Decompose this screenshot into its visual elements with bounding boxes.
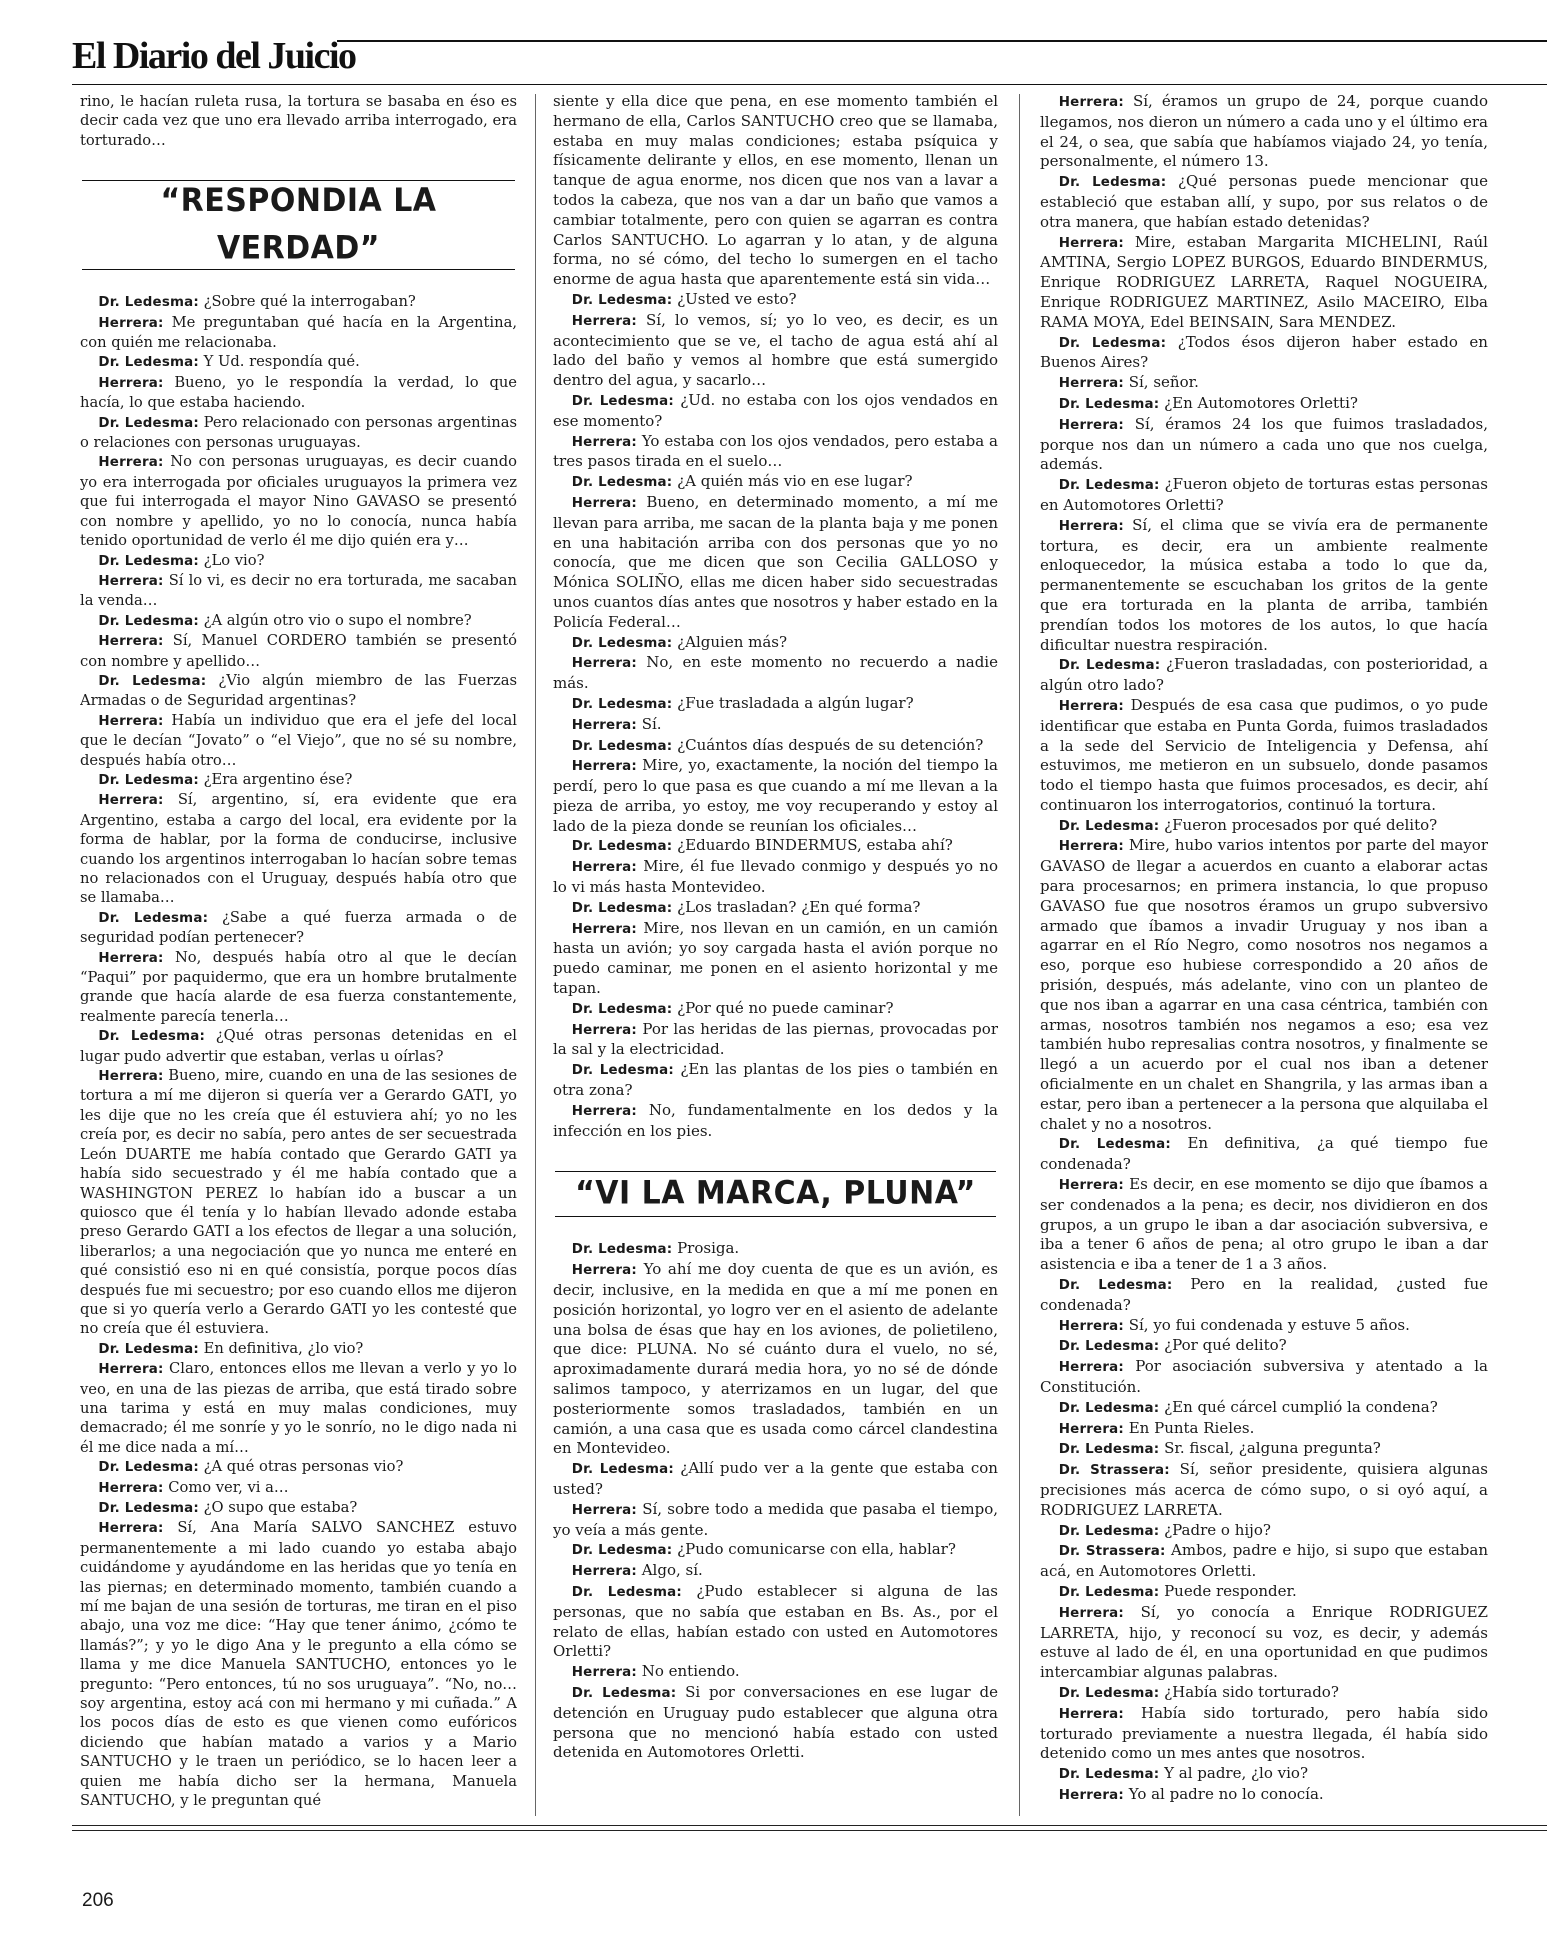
speaker-label: Dr. Ledesma: bbox=[1058, 1685, 1160, 1701]
paragraph-text: Es decir, en ese momento se dijo que íbamos a ser condenados a la pena; es decir, nos dividieron en dos grupos, a un grupo le iban a dar asociación subversiva, e iba a tener 6 años de pena; al otro grupo le iban a dar asistencia e iba a tener de 1 a 3 años. bbox=[1040, 1175, 1488, 1274]
column-divider bbox=[535, 94, 536, 1816]
transcript-paragraph bbox=[553, 1662, 998, 1683]
speaker-label: Dr. Ledesma: bbox=[98, 1029, 206, 1045]
paragraph-text: ¿En Automotores Orletti? bbox=[1164, 393, 1358, 412]
speaker-label: Dr. Ledesma: bbox=[98, 613, 199, 629]
heading-text: “RESPONDIA LA VERDAD” bbox=[160, 182, 437, 268]
speaker-label: Herrera: bbox=[571, 1103, 637, 1119]
speaker-label: Herrera: bbox=[98, 315, 164, 331]
paragraph-text: Sí, Ana María SALVO SANCHEZ estuvo permanentemente a mi lado cuando yo estaba abajo cuidándome y ayudándome en las heridas que yo tenía en las piernas; en determinado momento, también cuando a mí me bajan de una sesión de torturas, me tiran en el piso abajo, una voz me dice: “Hay que tener ánimo, ¿cómo te llamás?”; y yo le digo Ana y le pregunto a ella cómo se llama y me dice Manuela SANTUCHO, entonces yo le pregunto: “Pero entonces, tú no sos uruguaya”. “No, no… soy argentina, estoy acá con mi hermano y mi cuñada.” A los pocos días de esto es que vienen como eufóricos diciendo que habían matado a varios y a Mario SANTUCHO y le traen un periódico, se lo hacen leer a quien me había dicho ser la hermana, Manuela SANTUCHO, y le preguntan qué bbox=[80, 1519, 517, 1810]
paragraph-text: Si por conversaciones en ese lugar de detención en Uruguay pudo establecer que alguna otra persona que no mencionó había estado con usted detenida en Automotores Orletti. bbox=[553, 1682, 998, 1762]
speaker-label: Dr. Ledesma: bbox=[1058, 1400, 1160, 1416]
speaker-label: Herrera: bbox=[1058, 1605, 1124, 1621]
speaker-label: Herrera: bbox=[1058, 417, 1124, 433]
transcript-paragraph bbox=[1040, 333, 1488, 374]
paragraph-text: Pero en la realidad, ¿usted fue condenada? bbox=[1040, 1275, 1488, 1314]
transcript-paragraph bbox=[80, 611, 517, 631]
speaker-label: Dr. Ledesma: bbox=[1058, 658, 1161, 674]
speaker-label: Herrera: bbox=[1058, 1421, 1124, 1437]
paragraph-text: No con personas uruguayas, es decir cuando yo era interrogada por oficiales uruguayos la primera vez que fui interrogada el mayor Nino GAVASO se presentó con nombre y apellido, yo no lo conocía, nunca había tenido oportunidad de verlo él me dijo quién era y… bbox=[80, 453, 517, 550]
speaker-label: Herrera: bbox=[98, 455, 164, 471]
transcript-paragraph bbox=[80, 292, 517, 312]
transcript-paragraph bbox=[80, 1518, 517, 1810]
transcript-paragraph bbox=[553, 836, 998, 857]
speaker-label: Dr. Ledesma: bbox=[98, 1460, 199, 1476]
transcript-paragraph bbox=[1040, 1460, 1488, 1520]
paragraph-text: Sr. fiscal, ¿alguna pregunta? bbox=[1164, 1439, 1381, 1458]
speaker-label: Herrera: bbox=[571, 1022, 637, 1038]
paragraph-text: ¿Fueron trasladadas, con posterioridad, a algún otro lado? bbox=[1040, 655, 1488, 695]
speaker-label: Dr. Ledesma: bbox=[571, 1462, 674, 1478]
column-divider bbox=[1019, 94, 1020, 1816]
transcript-paragraph bbox=[1040, 475, 1488, 516]
transcript-paragraph bbox=[1040, 1785, 1488, 1806]
transcript-paragraph bbox=[1040, 1336, 1488, 1357]
paragraph-text: siente y ella dice que pena, en ese momento también el hermano de ella, Carlos SANTUCHO creo que se llamaba, estaba en muy malas condiciones; estaba psíquica y físicamente delirante y ellos, en ese momento, llenan un tanque de agua enorme, nos dicen que nos van a lavar a todos la cabeza, que nos van a dar un baño que vamos a cambiar totalmente, pero con quien se agarran es contra Carlos SANTUCHO. Lo agarran y lo atan, y de alguna forma, no sé cómo, del techo lo sumergen en el tacho enorme de agua hasta que aparentemente está sin vida… bbox=[553, 92, 998, 289]
paragraph-text: Mire, nos llevan en un camión, en un camión hasta un avión; yo soy cargada hasta el avión porque no puedo caminar, me ponen en el asiento horizontal y me tapan. bbox=[553, 918, 998, 998]
masthead-bottom-rule bbox=[72, 84, 1547, 85]
transcript-paragraph bbox=[553, 1459, 998, 1500]
speaker-label: Dr. Ledesma: bbox=[1058, 335, 1167, 351]
speaker-label: Dr. Ledesma: bbox=[98, 415, 199, 431]
speaker-label: Dr. Ledesma: bbox=[571, 1063, 674, 1079]
paragraph-text: Sí, el clima que se vivía era de permanente tortura, es decir, era un ambiente realmente enloquecedor, la música estaba a todo lo que da, permanentemente se escuchaban los gritos de la gente que era torturada en la planta de arriba, también prendían todos los motores de los autos, lo que hacía dificultar nuestra respiración. bbox=[1040, 515, 1488, 654]
paragraph-text: ¿Usted ve esto? bbox=[677, 289, 797, 308]
paragraph-text: Algo, sí. bbox=[641, 1561, 703, 1580]
speaker-label: Dr. Ledesma: bbox=[571, 1242, 673, 1258]
transcript-paragraph bbox=[80, 413, 517, 453]
paragraph-text: No, en este momento no recuerdo a nadie más. bbox=[553, 653, 998, 693]
paragraph-text: Sí, señor presidente, quisiera algunas precisiones más acerca de cómo supo, o si oyó aquí, a RODRIGUEZ LARRETA. bbox=[1040, 1460, 1488, 1519]
section-heading bbox=[553, 1171, 998, 1217]
paragraph-text: Mire, él fue llevado conmigo y después yo no lo vi más hasta Montevideo. bbox=[553, 857, 998, 897]
paragraph-text: No, fundamentalmente en los dedos y la infección en los pies. bbox=[553, 1100, 998, 1140]
speaker-label: Dr. Ledesma: bbox=[1058, 1137, 1171, 1153]
paragraph-text: Mire, hubo varios intentos por parte del mayor GAVASO de llegar a acuerdos en cuanto a elaborar actas para procesarnos; en primera instancia, lo que propuso GAVASO fue que nosotros éramos un grupo subversivo armado que íbamos a invadir Uruguay y nos iban a agarrar en el Río Negro, como nosotros nos negamos a eso, porque eso hubiese correspondido a 20 años de prisión, después, más adelante, vino con un planteo de que nos iban a agarrar en una casa céntrica, también con armas, nosotros también nos negamos a eso; esa vez también hubo represalias contra nosotros, y finalmente se llegó a un acuerdo por el cual nos iban a detener oficialmente en un chalet en Shangrila, y las armas iban a estar, pero iban a pertenecer a la persona que alquilaba el chalet y no a nosotros. bbox=[1040, 836, 1488, 1133]
transcript-paragraph bbox=[553, 633, 998, 654]
speaker-label: Dr. Ledesma: bbox=[571, 1584, 682, 1600]
transcript-paragraph bbox=[1040, 1134, 1488, 1175]
transcript-paragraph bbox=[1040, 1419, 1488, 1440]
transcript-paragraph bbox=[1040, 1175, 1488, 1275]
transcript-paragraph bbox=[80, 1498, 517, 1518]
paragraph-text: Sí, éramos 24 los que fuimos trasladados, porque nos dan un número a cada uno que nos cuelga, además. bbox=[1040, 414, 1488, 474]
transcript-paragraph bbox=[80, 770, 517, 790]
speaker-label: Herrera: bbox=[571, 1665, 637, 1681]
transcript-paragraph bbox=[553, 919, 998, 999]
speaker-label: Dr. Ledesma: bbox=[98, 673, 207, 689]
transcript-paragraph bbox=[553, 1020, 998, 1061]
transcript-paragraph bbox=[553, 1683, 998, 1763]
speaker-label: Herrera: bbox=[571, 656, 637, 672]
transcript-paragraph bbox=[553, 493, 998, 633]
speaker-label: Dr. Ledesma: bbox=[1058, 478, 1160, 494]
speaker-label: Herrera: bbox=[571, 1564, 637, 1580]
speaker-label: Herrera: bbox=[1058, 1178, 1124, 1194]
paragraph-text: ¿Vio algún miembro de las Fuerzas Armadas o de Seguridad argentinas? bbox=[80, 671, 517, 710]
transcript-paragraph bbox=[80, 671, 517, 711]
transcript-paragraph bbox=[1040, 1704, 1488, 1764]
paragraph-text: Sí, señor. bbox=[1128, 373, 1199, 392]
text-column-1 bbox=[80, 92, 517, 1817]
transcript-paragraph bbox=[1040, 1582, 1488, 1603]
paragraph-text: Y Ud. respondía qué. bbox=[203, 353, 360, 371]
paragraph-text: ¿A quién más vio en ese lugar? bbox=[677, 472, 913, 491]
paragraph-text: En definitiva, ¿a qué tiempo fue condenada? bbox=[1040, 1134, 1488, 1174]
text-column-3 bbox=[1040, 92, 1488, 1817]
masthead bbox=[72, 30, 1547, 90]
speaker-label: Herrera: bbox=[98, 573, 164, 589]
transcript-paragraph bbox=[553, 1260, 998, 1459]
speaker-label: Dr. Ledesma: bbox=[98, 553, 199, 569]
transcript-paragraph bbox=[553, 1540, 998, 1561]
transcript-paragraph bbox=[553, 1101, 998, 1142]
speaker-label: Dr. Ledesma: bbox=[571, 475, 673, 491]
paragraph-text: Me preguntaban qué hacía en la Argentina, con quién me relacionaba. bbox=[80, 313, 517, 352]
speaker-label: Dr. Ledesma: bbox=[571, 900, 673, 916]
paragraph-text: Mire, estaban Margarita MICHELINI, Raúl AMTINA, Sergio LOPEZ BURGOS, Eduardo BINDERMUS, Enrique RODRIGUEZ LARRETA, Raquel NOGUEIRA, Enrique RODRIGUEZ MARTINEZ, Asilo MACEIRO, Elba RAMA MOYA, Edel BEINSAIN, Sara MENDEZ. bbox=[1040, 232, 1488, 331]
paragraph-text: Por asociación subversiva y atentado a la Constitución. bbox=[1040, 1357, 1488, 1396]
paragraph-text: ¿En las plantas de los pies o también en otra zona? bbox=[553, 1060, 998, 1100]
transcript-paragraph bbox=[80, 1457, 517, 1477]
paragraph-text: Sí. bbox=[641, 714, 662, 733]
speaker-label: Dr. Ledesma: bbox=[1058, 1767, 1160, 1783]
transcript-paragraph bbox=[553, 290, 998, 311]
speaker-label: Herrera: bbox=[571, 921, 637, 937]
paragraph-text: Mire, yo, exactamente, la noción del tiempo la perdí, pero lo que pasa es que cuando a mí me llevan a la pieza de arriba, yo estoy, me voy recuperando y estoy al lado de la pieza donde se reunían los oficiales… bbox=[553, 756, 998, 835]
paragraph-text: ¿Por qué delito? bbox=[1164, 1336, 1287, 1355]
paragraph-text: Sí, sobre todo a medida que pasaba el tiempo, yo veía a más gente. bbox=[553, 1499, 998, 1539]
speaker-label: Herrera: bbox=[1058, 839, 1124, 855]
transcript-paragraph bbox=[80, 711, 517, 770]
transcript-paragraph bbox=[553, 715, 998, 736]
paragraph-text: ¿Sobre qué la interrogaban? bbox=[203, 293, 416, 311]
speaker-label: Dr. Ledesma: bbox=[1058, 1339, 1160, 1355]
transcript-paragraph bbox=[553, 857, 998, 898]
transcript-paragraph bbox=[80, 373, 517, 413]
transcript-paragraph bbox=[1040, 1398, 1488, 1419]
paragraph-text: Yo estaba con los ojos vendados, pero estaba a tres pasos tirada en el suelo… bbox=[553, 431, 998, 471]
speaker-label: Herrera: bbox=[571, 313, 637, 329]
transcript-paragraph bbox=[553, 1561, 998, 1582]
transcript-paragraph bbox=[80, 1478, 517, 1498]
transcript-paragraph bbox=[1040, 1683, 1488, 1704]
transcript-paragraph bbox=[80, 948, 517, 1027]
speaker-label: Herrera: bbox=[98, 793, 164, 809]
speaker-label: Dr. Ledesma: bbox=[571, 393, 674, 409]
speaker-label: Herrera: bbox=[1058, 1706, 1124, 1722]
paragraph-text: ¿Los trasladan? ¿En qué forma? bbox=[677, 897, 921, 916]
transcript-paragraph bbox=[553, 1582, 998, 1662]
speaker-label: Dr. Ledesma: bbox=[571, 738, 673, 754]
transcript-paragraph bbox=[1040, 1764, 1488, 1785]
paragraph-text: Sí lo vi, es decir no era torturada, me sacaban la venda… bbox=[80, 571, 517, 610]
transcript-paragraph bbox=[553, 1060, 998, 1101]
paragraph-text: ¿Ud. no estaba con los ojos vendados en ese momento? bbox=[553, 390, 998, 430]
transcript-paragraph bbox=[1040, 1521, 1488, 1542]
paragraph-text: ¿Sabe a qué fuerza armada o de seguridad podían pertenecer? bbox=[80, 908, 517, 947]
speaker-label: Herrera: bbox=[98, 1480, 164, 1496]
paragraph-text: rino, le hacían ruleta rusa, la tortura se basaba en éso es decir cada vez que uno era llevado arriba interrogado, era torturado… bbox=[80, 93, 517, 149]
transcript-paragraph bbox=[80, 908, 517, 948]
transcript-paragraph bbox=[553, 736, 998, 757]
speaker-label: Dr. Ledesma: bbox=[98, 1501, 199, 1516]
speaker-label: Herrera: bbox=[1058, 95, 1124, 110]
transcript-paragraph bbox=[553, 756, 998, 836]
transcript-paragraph bbox=[1040, 1316, 1488, 1337]
paragraph-text: ¿En qué cárcel cumplió la condena? bbox=[1164, 1397, 1438, 1416]
speaker-label: Dr. Ledesma: bbox=[571, 1685, 677, 1701]
transcript-paragraph bbox=[553, 1500, 998, 1541]
paragraph-text: Sí, Manuel CORDERO también se presentó con nombre y apellido… bbox=[80, 632, 517, 670]
speaker-label: Herrera: bbox=[1058, 1360, 1124, 1376]
paragraph-text: No entiendo. bbox=[641, 1662, 740, 1681]
transcript-paragraph bbox=[553, 92, 998, 290]
paragraph-text: Y al padre, ¿lo vio? bbox=[1164, 1764, 1308, 1783]
transcript-paragraph bbox=[553, 391, 998, 432]
paragraph-text: Había un individuo que era el jefe del local que le decían “Jovato” o “el Viejo”, que no sé su nombre, después había otro… bbox=[80, 711, 517, 769]
speaker-label: Herrera: bbox=[571, 860, 637, 876]
speaker-label: Dr. Ledesma: bbox=[571, 635, 673, 651]
transcript-paragraph bbox=[1040, 233, 1488, 333]
speaker-label: Dr. Ledesma: bbox=[571, 1543, 673, 1559]
speaker-label: Herrera: bbox=[98, 1069, 164, 1085]
transcript-paragraph bbox=[80, 1339, 517, 1359]
paragraph-text: ¿Fue trasladada a algún lugar? bbox=[677, 693, 914, 712]
transcript-paragraph bbox=[553, 311, 998, 391]
transcript-paragraph bbox=[553, 898, 998, 919]
speaker-label: Herrera: bbox=[571, 717, 637, 733]
transcript-paragraph bbox=[1040, 92, 1488, 172]
transcript-paragraph bbox=[1040, 655, 1488, 696]
speaker-label: Herrera: bbox=[98, 634, 164, 650]
transcript-paragraph bbox=[553, 472, 998, 493]
speaker-label: Herrera: bbox=[98, 950, 164, 966]
paragraph-text: ¿Pudo comunicarse con ella, hablar? bbox=[677, 1540, 956, 1559]
transcript-paragraph bbox=[1040, 1439, 1488, 1460]
speaker-label: Herrera: bbox=[98, 375, 164, 391]
transcript-paragraph bbox=[1040, 1603, 1488, 1683]
speaker-label: Herrera: bbox=[571, 759, 637, 775]
speaker-label: Dr. Strassera: bbox=[1058, 1463, 1170, 1479]
speaker-label: Dr. Ledesma: bbox=[98, 1341, 199, 1357]
footer-rule bbox=[72, 1830, 1547, 1831]
paragraph-text: ¿Había sido torturado? bbox=[1164, 1682, 1339, 1701]
paragraph-text: Sí, éramos un grupo de 24, porque cuando llegamos, nos dieron un número a cada uno y el último era el 24, o sea, que sabía que habíamos viajado 24, yo tenía, personalmente, el número 13. bbox=[1040, 92, 1488, 171]
paragraph-text: Pero relacionado con personas argentinas o relaciones con personas uruguayas. bbox=[80, 413, 517, 452]
paragraph-text: Yo al padre no lo conocía. bbox=[1128, 1784, 1324, 1803]
paragraph-text: ¿Fueron procesados por qué delito? bbox=[1164, 815, 1438, 834]
paragraph-text: Yo ahí me doy cuenta de que es un avión, es decir, inclusive, en la medida en que a mí me ponen en posición horizontal, yo logro ver en el asiento de adelante una bolsa de ésas que hay en los aviones, de polietileno, que dice: PLUNA. No sé cuánto dura el vuelo, no sé, aproximadamente durará media hora, yo no sé de dónde salimos tampoco, y aterrizamos en un lugar, del que posteriormente somos trasladados, también en un camión, a una casa que es usada como cárcel clandestina en Montevideo. bbox=[553, 1260, 998, 1458]
paragraph-text: Después de esa casa que pudimos, o yo pude identificar que estaba en Punta Gorda, fuimos trasladados a la sede del Servicio de Inteligencia y Defensa, ahí estuvimos, me metieron en un subsuelo, donde pasamos todo el tiempo hasta que fuimos procesados, es decir, ahí continuaron los interrogatorios, continuó la tortura. bbox=[1040, 695, 1488, 814]
transcript-paragraph bbox=[1040, 1275, 1488, 1316]
transcript-paragraph bbox=[80, 631, 517, 671]
paragraph-text: En definitiva, ¿lo vio? bbox=[203, 1339, 364, 1357]
speaker-label: Herrera: bbox=[571, 1263, 637, 1279]
paragraph-text: No, después había otro al que le decían “Paqui” por paquidermo, que era un hombre brutalmente grande que hacía alarde de esa fuerza constantemente, realmente parecía tenerla… bbox=[80, 948, 517, 1025]
transcript-paragraph bbox=[1040, 1357, 1488, 1398]
paragraph-text: ¿Por qué no puede caminar? bbox=[677, 998, 894, 1017]
paragraph-text: ¿Era argentino ése? bbox=[203, 770, 353, 788]
paragraph-text: ¿Qué personas puede mencionar que estableció que estaban allí, y supo, por sus relatos o de otra manera, que habían estado detenidas? bbox=[1040, 172, 1488, 231]
transcript-paragraph bbox=[80, 1066, 517, 1339]
publication-title: El Diario del Juicio bbox=[72, 35, 356, 77]
speaker-label: Herrera: bbox=[1058, 698, 1124, 714]
transcript-paragraph bbox=[1040, 516, 1488, 656]
paragraph-text: Bueno, yo le respondía la verdad, lo que hacía, lo que estaba haciendo. bbox=[80, 373, 517, 412]
transcript-paragraph bbox=[80, 551, 517, 571]
speaker-label: Herrera: bbox=[98, 1521, 164, 1537]
paragraph-text: ¿O supo que estaba? bbox=[203, 1499, 358, 1516]
speaker-label: Dr. Ledesma: bbox=[98, 295, 199, 311]
speaker-label: Herrera: bbox=[1058, 1318, 1124, 1334]
paragraph-text: Prosiga. bbox=[677, 1239, 740, 1258]
transcript-paragraph bbox=[80, 352, 517, 372]
speaker-label: Herrera: bbox=[1058, 518, 1124, 534]
transcript-paragraph bbox=[80, 790, 517, 907]
speaker-label: Dr. Ledesma: bbox=[1058, 1584, 1160, 1600]
paragraph-text: Sí, argentino, sí, era evidente que era Argentino, estaba a cargo del local, era evidente por la forma de hablar, por la forma de conducirse, inclusive cuando los argentinos interrogaban lo hacían sobre temas no relacionados con el Uruguay, después había otro que se llamaba… bbox=[80, 791, 517, 907]
transcript-paragraph bbox=[1040, 373, 1488, 394]
paragraph-text: Puede responder. bbox=[1164, 1581, 1297, 1600]
transcript-paragraph bbox=[553, 653, 998, 694]
paragraph-text: Ambos, padre e hijo, si supo que estaban acá, en Automotores Orletti. bbox=[1040, 1541, 1488, 1581]
speaker-label: Dr. Ledesma: bbox=[571, 1001, 673, 1017]
paragraph-text: ¿Qué otras personas detenidas en el lugar pudo advertir que estaban, verlas u oírlas? bbox=[80, 1027, 517, 1065]
speaker-label: Dr. Ledesma: bbox=[1058, 1523, 1160, 1539]
speaker-label: Herrera: bbox=[1058, 235, 1124, 251]
speaker-label: Dr. Ledesma: bbox=[98, 355, 199, 371]
paragraph-text: Como ver, vi a… bbox=[168, 1478, 289, 1496]
transcript-paragraph bbox=[1040, 394, 1488, 415]
paragraph-text: ¿Padre o hijo? bbox=[1164, 1520, 1271, 1539]
paragraph-text: Claro, entonces ellos me llevan a verlo y yo lo veo, en una de las piezas de arriba, que está tirado sobre una tarima y está en muy malas condiciones, muy demacrado; él me sonríe y yo le sonrío, no le digo nada ni él me dice nada a mí… bbox=[80, 1360, 517, 1456]
paragraph-text: ¿Cuántos días después de su detención? bbox=[677, 735, 984, 754]
speaker-label: Dr. Ledesma: bbox=[1058, 396, 1160, 412]
paragraph-text: Sí, yo fui condenada y estuve 5 años. bbox=[1128, 1315, 1410, 1334]
transcript-paragraph bbox=[553, 694, 998, 715]
speaker-label: Dr. Ledesma: bbox=[571, 696, 673, 712]
paragraph-text: Bueno, en determinado momento, a mí me llevan para arriba, me sacan de la planta baja y me ponen en una habitación arriba con dos personas que yo no conocía, que me dicen que son Cecilia GALLOSO y Mónica SOLIÑO, ellas me dicen haber sido secuestradas unos cuantos días antes que nosotros y haber estado en la Policía Federal… bbox=[553, 492, 998, 631]
transcript-paragraph bbox=[80, 92, 517, 150]
speaker-label: Dr. Ledesma: bbox=[1058, 1442, 1160, 1458]
speaker-label: Herrera: bbox=[571, 495, 637, 511]
paragraph-text: ¿A qué otras personas vio? bbox=[203, 1458, 404, 1476]
text-column-2 bbox=[553, 92, 998, 1817]
paragraph-text: Bueno, mire, cuando en una de las sesiones de tortura a mí me dijeron si quería ver a Gerardo GATI, yo les dije que no les creía que él estuviera ahí; yo no les creía por, es decir no sabía, pero antes de ser secuestrada León DUARTE me había contado que Gerardo GATI ya había sido secuestrado y él me había contado que a WASHINGTON PEREZ lo habían ido a buscar a un quiosco que él tenía y lo habían llevado adonde estaba preso Gerardo GATI a los efectos de llegar a una solución, liberarlos; a una negociación que yo nunca me enteré en qué consistió eso ni en qué consistía, porque pocos días después fue mi secuestro; por eso cuando ellos me dijeron que si yo quería verlo a Gerardo GATI yo les contesté que no creía que él estuviera. bbox=[80, 1067, 517, 1338]
speaker-label: Dr. Ledesma: bbox=[1058, 818, 1160, 834]
paragraph-text: ¿Fueron objeto de torturas estas personas en Automotores Orletti? bbox=[1040, 475, 1488, 514]
speaker-label: Herrera: bbox=[1058, 1787, 1124, 1803]
transcript-paragraph bbox=[80, 1026, 517, 1066]
speaker-label: Dr. Ledesma: bbox=[571, 292, 673, 308]
footer-rule bbox=[72, 1825, 1547, 1826]
speaker-label: Dr. Strassera: bbox=[1058, 1544, 1166, 1560]
speaker-label: Dr. Ledesma: bbox=[1058, 1278, 1173, 1294]
transcript-paragraph bbox=[1040, 836, 1488, 1134]
speaker-label: Dr. Ledesma: bbox=[571, 839, 673, 855]
paragraph-text: Había sido torturado, pero había sido torturado previamente a nuestra llegada, él había sido detenido como un mes antes que nosotros. bbox=[1040, 1703, 1488, 1763]
transcript-paragraph bbox=[553, 1239, 998, 1260]
transcript-paragraph bbox=[80, 452, 517, 550]
section-heading bbox=[80, 180, 517, 270]
speaker-label: Dr. Ledesma: bbox=[98, 772, 199, 788]
paragraph-text: ¿Pudo establecer si alguna de las personas, que no sabía que estaban en Bs. As., por el relato de ellas, habían estado con usted en Automotores Orletti? bbox=[553, 1581, 998, 1661]
transcript-paragraph bbox=[80, 1359, 517, 1457]
paragraph-text: ¿Todos ésos dijeron haber estado en Buenos Aires? bbox=[1040, 332, 1488, 372]
transcript-paragraph bbox=[1040, 696, 1488, 816]
paragraph-text: Por las heridas de las piernas, provocadas por la sal y la electricidad. bbox=[553, 1019, 998, 1059]
speaker-label: Dr. Ledesma: bbox=[1058, 175, 1167, 191]
speaker-label: Herrera: bbox=[98, 1362, 164, 1378]
transcript-paragraph bbox=[1040, 816, 1488, 837]
speaker-label: Herrera: bbox=[571, 1502, 637, 1518]
speaker-label: Herrera: bbox=[98, 713, 164, 729]
transcript-paragraph bbox=[553, 432, 998, 473]
paragraph-text: En Punta Rieles. bbox=[1128, 1418, 1255, 1437]
transcript-paragraph bbox=[80, 571, 517, 611]
transcript-paragraph bbox=[80, 313, 517, 353]
transcript-paragraph bbox=[1040, 172, 1488, 232]
transcript-paragraph bbox=[1040, 1541, 1488, 1582]
transcript-paragraph bbox=[553, 999, 998, 1020]
speaker-label: Dr. Ledesma: bbox=[98, 910, 209, 926]
paragraph-text: ¿Lo vio? bbox=[203, 551, 265, 569]
heading-text: “VI LA MARCA, PLUNA” bbox=[575, 1174, 976, 1213]
speaker-label: Herrera: bbox=[1058, 376, 1124, 392]
transcript-paragraph bbox=[1040, 415, 1488, 475]
paragraph-text: ¿Alguien más? bbox=[677, 632, 788, 651]
speaker-label: Herrera: bbox=[571, 434, 637, 450]
paragraph-text: Sí, lo vemos, sí; yo lo veo, es decir, es un acontecimiento que se ve, el tacho de agua está ahí al lado del baño y vemos al hombre que está sumergido dentro del agua, y sacarlo… bbox=[553, 310, 998, 390]
paragraph-text: ¿Eduardo BINDERMUS, estaba ahí? bbox=[677, 836, 953, 855]
paragraph-text: Sí, yo conocía a Enrique RODRIGUEZ LARRETA, hijo, y reconocí su voz, es decir, y además estuve al lado de él, en una oportunidad en que pudimos intercambiar algunas palabras. bbox=[1040, 1602, 1488, 1682]
page-number: 206 bbox=[82, 1890, 114, 1911]
masthead-top-rule bbox=[337, 40, 1547, 42]
paragraph-text: ¿Allí pudo ver a la gente que estaba con usted? bbox=[553, 1459, 998, 1498]
paragraph-text: ¿A algún otro vio o supo el nombre? bbox=[203, 611, 472, 629]
